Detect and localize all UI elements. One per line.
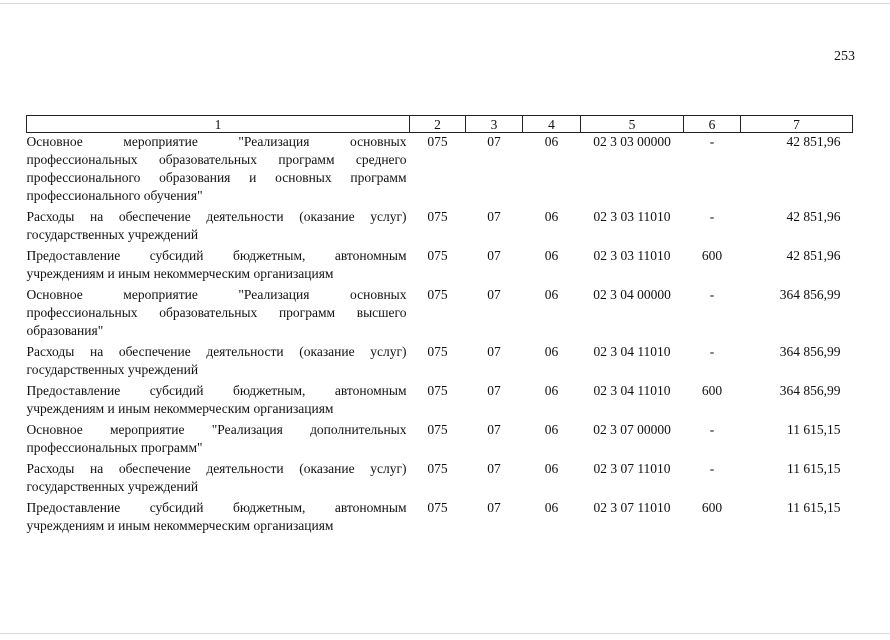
row-col-5: 02 3 07 11010 — [593, 500, 671, 515]
row-name: Предоставление субсидий бюджетным, автономным учреждениям и иным некоммерческим организациям — [26, 383, 407, 416]
row-col-7: 11 615,15 — [787, 422, 841, 437]
scan-top-edge — [0, 3, 890, 4]
row-col-3: 07 — [487, 383, 501, 398]
row-col-2: 075 — [427, 422, 448, 437]
row-col-6: 600 — [701, 248, 723, 263]
table-row — [27, 286, 853, 343]
row-col-4: 06 — [544, 422, 559, 437]
row-col-6: - — [709, 461, 715, 476]
table-row — [27, 247, 853, 286]
row-col-4: 06 — [544, 209, 559, 224]
row-col-3: 07 — [487, 287, 501, 302]
row-col-3: 07 — [487, 209, 501, 224]
row-col-2: 075 — [427, 209, 448, 224]
row-col-3: 07 — [487, 248, 501, 263]
row-col-6: - — [709, 422, 715, 437]
row-col-7: 11 615,15 — [787, 461, 841, 476]
budget-table — [26, 115, 853, 538]
row-col-5: 02 3 04 11010 — [593, 344, 671, 359]
row-col-7: 42 851,96 — [786, 209, 841, 224]
row-col-5: 02 3 04 11010 — [593, 383, 671, 398]
row-col-3: 07 — [487, 500, 501, 515]
row-col-4: 06 — [544, 383, 559, 398]
row-name: Предоставление субсидий бюджетным, автономным учреждениям и иным некоммерческим организациям — [26, 248, 407, 281]
row-col-6: 600 — [701, 500, 723, 515]
row-col-3: 07 — [487, 461, 501, 476]
row-col-6: - — [709, 209, 715, 224]
column-header-7: 7 — [741, 116, 853, 133]
row-col-3: 07 — [487, 134, 501, 149]
row-name: Расходы на обеспечение деятельности (оказание услуг) государственных учреждений — [26, 461, 407, 494]
column-header-2: 2 — [410, 116, 466, 133]
column-header-5: 5 — [581, 116, 684, 133]
row-col-3: 07 — [487, 422, 501, 437]
row-col-5: 02 3 04 00000 — [593, 287, 671, 302]
row-col-5: 02 3 03 00000 — [593, 134, 671, 149]
row-col-6: - — [709, 134, 715, 149]
row-col-2: 075 — [427, 134, 448, 149]
row-col-5: 02 3 03 11010 — [593, 248, 671, 263]
row-name: Основное мероприятие "Реализация основных профессиональных образовательных программ среднего профессионального образования и основных программ профессионального обучения" — [26, 134, 407, 203]
row-col-2: 075 — [427, 461, 448, 476]
table-row — [27, 343, 853, 382]
header-row — [27, 116, 853, 133]
row-col-2: 075 — [427, 500, 448, 515]
table-row — [27, 499, 853, 538]
page-number: 253 — [834, 49, 855, 64]
row-name: Основное мероприятие "Реализация дополнительных профессиональных программ" — [26, 422, 407, 455]
column-header-3: 3 — [466, 116, 523, 133]
row-col-4: 06 — [544, 134, 559, 149]
column-header-4: 4 — [523, 116, 581, 133]
row-col-7: 364 856,99 — [779, 344, 841, 359]
row-col-2: 075 — [427, 344, 448, 359]
row-name: Расходы на обеспечение деятельности (оказание услуг) государственных учреждений — [26, 209, 407, 242]
row-name: Основное мероприятие "Реализация основных профессиональных образовательных программ высшего образования" — [26, 287, 407, 338]
row-col-7: 364 856,99 — [779, 383, 841, 398]
row-name: Предоставление субсидий бюджетным, автономным учреждениям и иным некоммерческим организациям — [26, 500, 407, 533]
row-col-6: - — [709, 344, 715, 359]
row-col-6: - — [709, 287, 715, 302]
column-header-6: 6 — [684, 116, 741, 133]
row-col-2: 075 — [427, 383, 448, 398]
table-row — [27, 382, 853, 421]
scan-bottom-edge — [0, 633, 890, 634]
row-col-4: 06 — [544, 461, 559, 476]
row-col-3: 07 — [487, 344, 501, 359]
row-col-4: 06 — [544, 287, 559, 302]
table-row — [27, 421, 853, 460]
table-row — [27, 208, 853, 247]
row-col-7: 11 615,15 — [787, 500, 841, 515]
row-col-4: 06 — [544, 248, 559, 263]
row-col-5: 02 3 03 11010 — [593, 209, 671, 224]
row-name: Расходы на обеспечение деятельности (оказание услуг) государственных учреждений — [26, 344, 407, 377]
row-col-2: 075 — [427, 287, 448, 302]
row-col-7: 364 856,99 — [779, 287, 841, 302]
row-col-4: 06 — [544, 500, 559, 515]
row-col-4: 06 — [544, 344, 559, 359]
row-col-5: 02 3 07 11010 — [593, 461, 671, 476]
row-col-6: 600 — [701, 383, 723, 398]
row-col-2: 075 — [427, 248, 448, 263]
row-col-5: 02 3 07 00000 — [593, 422, 671, 437]
row-col-7: 42 851,96 — [786, 248, 841, 263]
table-row — [27, 460, 853, 499]
table-row — [27, 133, 853, 209]
column-header-1: 1 — [27, 116, 410, 133]
row-col-7: 42 851,96 — [786, 134, 841, 149]
